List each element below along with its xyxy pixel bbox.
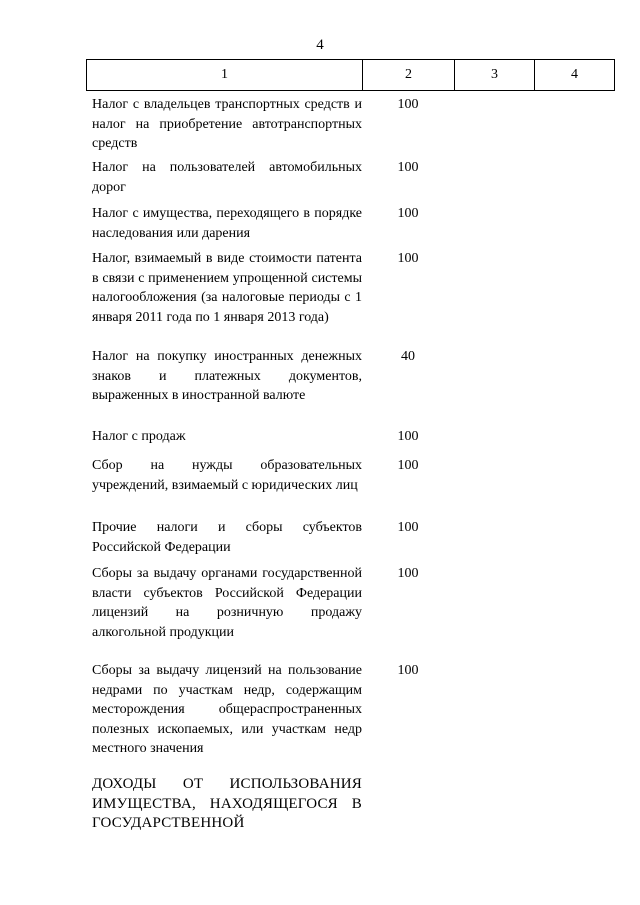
row-name: Налог на покупку иностранных денежных знаков и платежных документов, выраженных в иностранной валюте — [92, 349, 362, 404]
header-row — [87, 60, 615, 91]
column-header-4: 4 — [535, 60, 615, 91]
row-value-col2: 100 — [397, 206, 419, 221]
row-name: Налог на пользователей автомобильных дорог — [92, 160, 362, 195]
row-name: Прочие налоги и сборы субъектов Российской Федерации — [92, 520, 362, 555]
row-value-col2: 100 — [397, 251, 419, 266]
row-value-col2: 100 — [397, 520, 419, 535]
column-header-1: 1 — [87, 60, 363, 91]
row-name: Налог, взимаемый в виде стоимости патента в связи с применением упрощенной системы налогообложения (за налоговые периоды с 1 января 2011 года по 1 января 2013 года) — [92, 251, 362, 325]
row-name: Сборы за выдачу органами государственной власти субъектов Российской Федерации лицензий на розничную продажу алкогольной продукции — [92, 566, 362, 640]
row-name: ДОХОДЫ ОТ ИСПОЛЬЗОВАНИЯ ИМУЩЕСТВА, НАХОДЯЩЕГОСЯ В ГОСУДАРСТВЕННОЙ — [92, 776, 362, 832]
row-value-col2: 100 — [397, 429, 419, 444]
row-name: Налог с владельцев транспортных средств и налог на приобретение автотранспортных средств — [92, 97, 362, 152]
row-name: Налог с имущества, переходящего в порядке наследования или дарения — [92, 206, 362, 241]
page-number: 4 — [316, 37, 324, 53]
column-header-3: 3 — [455, 60, 535, 91]
row-value-col2: 100 — [397, 97, 419, 112]
row-value-col2: 100 — [397, 458, 419, 473]
row-value-col2: 100 — [397, 160, 419, 175]
row-name: Сбор на нужды образовательных учреждений, взимаемый с юридических лиц — [92, 458, 362, 493]
column-header-2: 2 — [363, 60, 455, 91]
row-name: Налог с продаж — [92, 429, 186, 444]
table-header — [86, 59, 615, 91]
row-value-col2: 100 — [397, 663, 419, 678]
row-value-col2: 40 — [401, 349, 415, 364]
row-value-col2: 100 — [397, 566, 419, 581]
row-name: Сборы за выдачу лицензий на пользование недрами по участкам недр, содержащим месторождения общераспространенных полезных ископаемых, или участкам недр местного значения — [92, 663, 362, 757]
